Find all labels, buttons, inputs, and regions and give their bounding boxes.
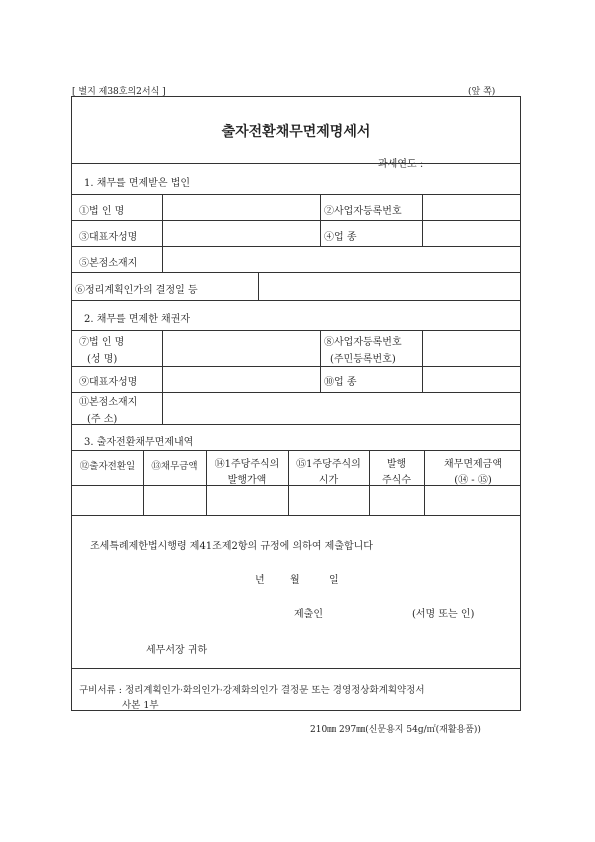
divider: [72, 330, 520, 331]
addressee: 세무서장 귀하: [146, 645, 208, 656]
corp-name-label: ①법 인 명: [79, 206, 125, 217]
column-header-sub: 발행가액: [227, 475, 267, 486]
column-header: ⑫출자전환일: [79, 461, 136, 472]
column-header: ⑬채무금액: [151, 461, 198, 472]
submitter-label: 제출인: [294, 609, 323, 620]
date-year: 년: [255, 575, 265, 586]
creditor-reg-no-sub: (주민등록번호): [330, 354, 396, 365]
section3-heading: 3. 출자전환채무면제내역: [84, 437, 194, 448]
signature-label: (서명 또는 인): [412, 609, 475, 620]
date-day: 일: [329, 575, 339, 586]
divider: [72, 194, 520, 195]
form-annex-label: [ 별지 제38호의2서식 ]: [72, 87, 166, 97]
column-header-sub: 주식수: [382, 475, 411, 486]
divider: [72, 668, 520, 669]
divider: [72, 424, 520, 425]
declaration-statement: 조세특례제한법시행령 제41조제2항의 규정에 의하여 제출합니다: [90, 541, 373, 552]
reorg-date-label: ⑥정리계획인가의 결정일 등: [75, 285, 198, 296]
divider: [72, 450, 520, 451]
rep-name-label: ③대표자성명: [79, 232, 138, 243]
divider: [72, 220, 520, 221]
creditor-business-type-label: ⑩업 종: [324, 377, 357, 388]
divider: [72, 163, 520, 164]
exemption-form: [71, 96, 521, 711]
business-type-label: ④업 종: [324, 232, 357, 243]
creditor-name-label: ⑦법 인 명: [79, 337, 125, 348]
divider: [72, 300, 520, 301]
column-header: 발행: [386, 459, 407, 470]
creditor-address-sub: (주 소): [87, 414, 118, 425]
form-title: 출자전환채무면제명세서: [221, 124, 371, 140]
creditor-hq-label: ⑪본점소재지: [79, 397, 138, 408]
biz-reg-no-label: ②사업자등록번호: [324, 206, 402, 217]
attachments-line2: 사본 1부: [122, 700, 159, 711]
creditor-rep-label: ⑨대표자성명: [79, 377, 138, 388]
tax-year-label: 과세연도 :: [378, 159, 424, 170]
divider: [72, 366, 520, 367]
column-header: 채무면제금액: [444, 459, 502, 470]
creditor-name-sub: (성 명): [87, 354, 118, 365]
column-header: ⑭1주당주식의: [214, 459, 280, 470]
hq-address-label: ⑤본점소재지: [79, 258, 138, 269]
paper-spec: 210㎜ 297㎜(신문용지 54g/㎡(재활용품)): [310, 725, 481, 735]
divider: [72, 272, 520, 273]
divider: [72, 392, 520, 393]
section2-heading: 2. 채무를 면제한 채권자: [84, 314, 191, 325]
page-side-label: (앞 쪽): [468, 87, 496, 97]
divider: [72, 246, 520, 247]
column-header-sub: (⑭ - ⑮): [454, 475, 492, 486]
column-header-sub: 시가: [318, 475, 339, 486]
date-month: 월: [290, 575, 300, 586]
attachments-line1: 구비서류 : 정리계획인가·화의인가·강제화의인가 결정문 또는 경영정상화계획약정서: [79, 685, 425, 696]
section1-heading: 1. 채무를 면제받은 법인: [84, 178, 191, 189]
creditor-reg-no-label: ⑧사업자등록번호: [324, 337, 402, 348]
column-header: ⑮1주당주식의: [296, 459, 361, 470]
divider: [72, 515, 520, 516]
